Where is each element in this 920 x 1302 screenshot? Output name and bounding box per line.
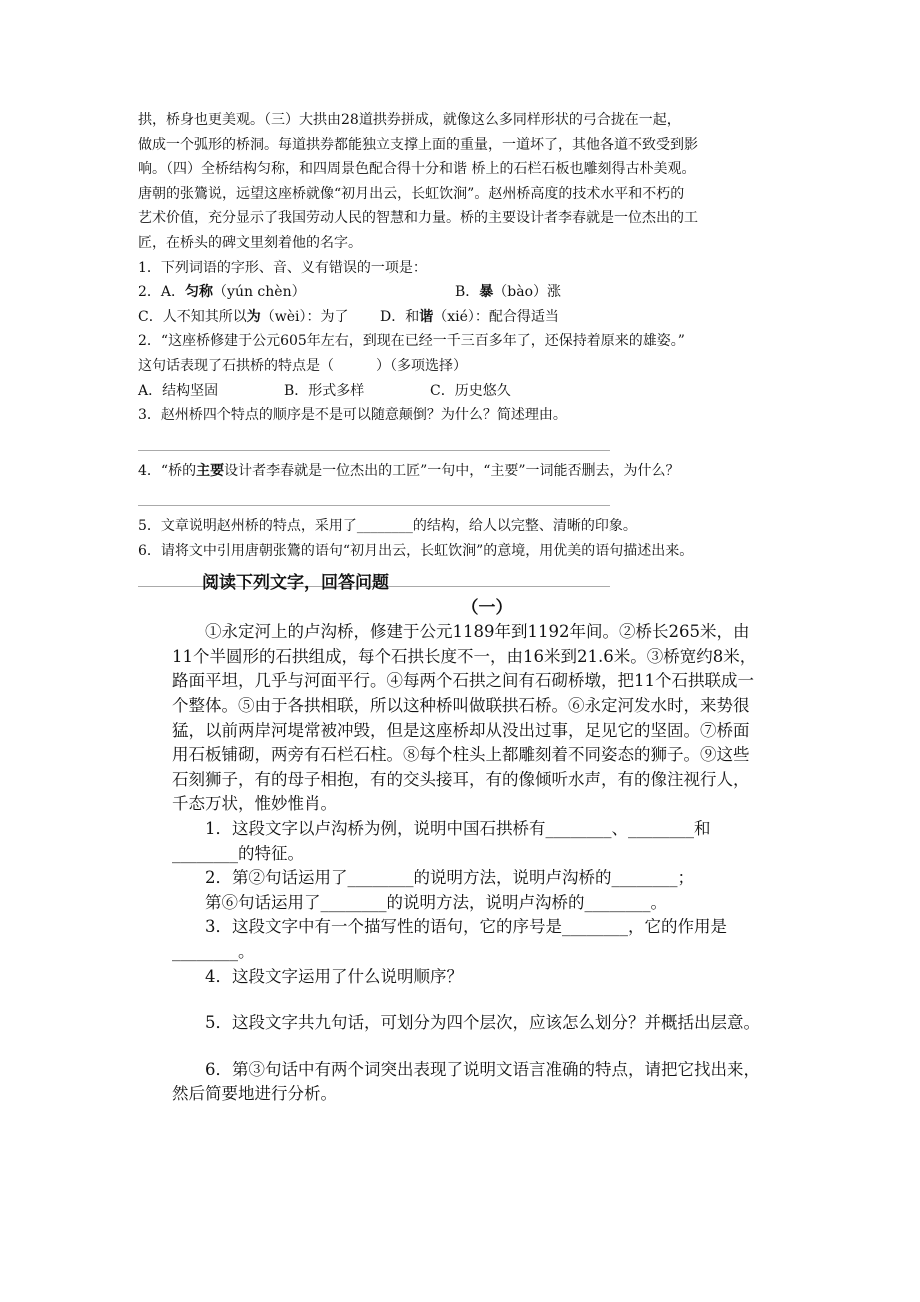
answer-space [172, 1036, 762, 1058]
passage-line: 做成一个弧形的桥洞。每道拱券都能独立支撑上面的重量，一道坏了，其他各道不致受到影 [138, 136, 698, 153]
passage-line: 响。（四）全桥结构匀称，和四周景色配合得十分和谐 桥上的石栏石板也雕刻得古朴美观。 [138, 161, 696, 178]
question-5: 5．这段文字共九句话，可划分为四个层次，应该怎么划分？并概括出层意。 [205, 1013, 760, 1033]
reading-passage: ①永定河上的卢沟桥，修建于公元1189年到1192年间。②桥长265米，由11个半圆形的石拱组成，每个石拱长度不一，由16米到21.6米。③桥宽约8米，路面平坦，几乎与河面平行。④每两个石拱之间有石砌桥墩，把11个石拱联成一个整体。⑤由于各拱相联，所以这种桥叫做联拱石桥。⑥永定河发水时，来势很猛，以前两岸河堤常被冲毁，但是这座桥却从没出过事，足见它的坚固。⑦桥面用石板铺砌，两旁有石栏石柱。⑧每个柱头上都雕刻着不同姿态的狮子。⑨这些石刻狮子，有的母子相抱，有的交头接耳，有的像倾听水声，有的像注视行人，千态万状，惟妙惟肖。 [172, 622, 757, 814]
answer-line [138, 505, 610, 506]
question-2-line2: 这句话表现了石拱桥的特点是（ ）（多项选择） [138, 357, 467, 374]
question-2-options [138, 379, 788, 404]
question-2: 2．第②句话运用了________的说明方法，说明卢沟桥的________； [205, 868, 694, 888]
question-4 [138, 459, 788, 484]
option-b-word: 暴 [479, 284, 494, 301]
option-b-note: （bào）涨 [493, 284, 562, 301]
passage-line: 拱，桥身也更美观。（三）大拱由28道拱券拼成，就像这么多同样形状的弓合拢在一起， [138, 112, 681, 128]
question-1: 1．下列词语的字形、音、义有错误的一项是： [138, 259, 427, 276]
answer-line [138, 450, 610, 451]
option-a-label: 2．A． [138, 284, 186, 301]
option-c-word: 为 [246, 308, 261, 325]
option-a [138, 280, 455, 305]
question-6: 6．请将文中引用唐朝张鷟的语句“初月出云，长虹饮涧”的意境，用优美的语句描述出来。 [138, 542, 694, 559]
zhaozhou-bridge-section [138, 108, 788, 595]
option-a-word: 匀称 [185, 284, 214, 301]
option-d-note: （xié）：配合得适当 [433, 308, 559, 325]
option-d-label: D．和 [380, 308, 420, 325]
option-b-label: B． [455, 284, 480, 301]
option-d [380, 305, 559, 330]
question-2-line2: 第⑥句话运用了________的说明方法，说明卢沟桥的________。 [205, 892, 667, 912]
question-5: 5．文章说明赵州桥的特点，采用了________的结构，给人以完整、清晰的印象。 [138, 518, 637, 535]
question-3: 3．这段文字中有一个描写性的语句，它的序号是________，它的作用是________。 [172, 917, 727, 961]
option-c-label: C．人不知其所以 [138, 308, 247, 325]
option-a-note: （yún chèn） [213, 284, 306, 301]
option-a: A．结构坚固 [138, 382, 219, 399]
option-b: B．形式多样 [284, 382, 365, 399]
question-1-options-cd [138, 305, 788, 330]
passage-line: 匠，在桥头的碑文里刻着他的名字。 [138, 234, 362, 251]
option-b [455, 280, 561, 305]
option-c [138, 305, 380, 330]
question-1-options-ab [138, 280, 788, 305]
passage-line: 艺术价值，充分显示了我国劳动人民的智慧和力量。桥的主要设计者李春就是一位杰出的工 [138, 210, 698, 227]
question-4-post: 设计者李春就是一位杰出的工匠”一句中，“主要”一词能否删去，为什么？ [224, 462, 680, 479]
answer-space [172, 989, 762, 1011]
answer-space [138, 483, 788, 499]
lugou-bridge-section [172, 571, 762, 1107]
answer-space [138, 428, 788, 444]
question-4: 4．这段文字运用了什么说明顺序？ [205, 966, 463, 986]
question-2: 2．“这座桥修建于公元605年左右，到现在已经一千三百多年了，还保持着原来的雄姿。” [138, 333, 685, 350]
option-c: C．历史悠久 [430, 382, 511, 399]
option-c-note: （wèi）：为了 [260, 308, 349, 325]
question-3: 3．赵州桥四个特点的顺序是不是可以随意颠倒？为什么？简述理由。 [138, 407, 567, 424]
section-subheading: （一） [461, 597, 513, 618]
option-d-word: 谐 [419, 308, 434, 325]
question-6: 6．第③句话中有两个词突出表现了说明文语言准确的特点，请把它找出来，然后简要地进行分析。 [172, 1059, 760, 1104]
question-4-keyword: 主要 [196, 462, 225, 479]
section-heading: 阅读下列文字，回答问题 [202, 573, 389, 593]
question-1: 1．这段文字以卢沟桥为例，说明中国石拱桥有________、________和________的特征。 [172, 818, 711, 863]
passage-line: 唐朝的张鷟说，远望这座桥就像“初月出云，长虹饮涧”。赵州桥高度的技术水平和不朽的 [138, 185, 685, 202]
question-4-pre: 4．“桥的 [138, 462, 197, 479]
